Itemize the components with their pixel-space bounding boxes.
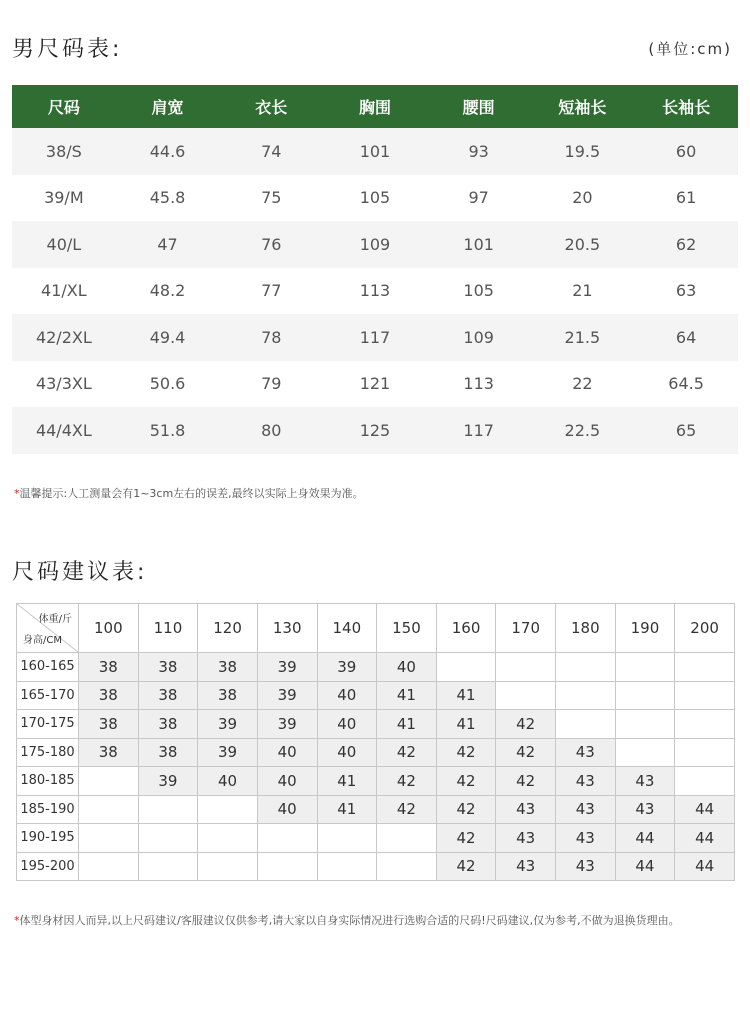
- size-cell: 22.5: [531, 407, 635, 454]
- size-recommend-cell: [79, 767, 139, 796]
- height-range-cell: 170-175: [17, 710, 79, 739]
- size-recommend-cell: [675, 653, 735, 682]
- size-recommend-cell: [257, 852, 317, 881]
- size-cell: 20.5: [531, 221, 635, 268]
- size-cell: 78: [219, 314, 323, 361]
- size-recommend-cell: 43: [556, 795, 616, 824]
- recommend-note-text: 体型身材因人而异,以上尺码建议/客服建议仅供参考,请大家以自身实际情况进行选购合适的尺码!尺码建议,仅为参考,不做为退换货理由。: [19, 914, 680, 927]
- size-recommend-cell: 43: [556, 824, 616, 853]
- size-recommend-cell: [79, 852, 139, 881]
- size-recommend-cell: [615, 681, 675, 710]
- size-recommend-cell: 43: [496, 824, 556, 853]
- size-recommend-cell: [377, 824, 437, 853]
- weight-header-cell: 200: [675, 604, 735, 653]
- size-recommend-cell: 44: [675, 824, 735, 853]
- height-range-cell: 190-195: [17, 824, 79, 853]
- table-row: [12, 407, 738, 454]
- size-chart-title: 男尺码表:: [12, 37, 123, 62]
- size-recommend-cell: 41: [317, 767, 377, 796]
- weight-header-cell: 130: [257, 604, 317, 653]
- size-recommend-cell: 42: [436, 767, 496, 796]
- weight-header-cell: 180: [556, 604, 616, 653]
- size-recommend-cell: 44: [615, 852, 675, 881]
- size-cell: 20: [531, 175, 635, 222]
- size-recommend-cell: 39: [257, 653, 317, 682]
- size-recommend-cell: 44: [675, 795, 735, 824]
- measurement-note: [14, 485, 364, 503]
- size-recommend-cell: [79, 824, 139, 853]
- size-recommend-cell: [556, 710, 616, 739]
- size-recommend-cell: 39: [198, 710, 258, 739]
- recommend-chart-title: 尺码建议表:: [12, 560, 148, 585]
- size-recommend-cell: 38: [138, 710, 198, 739]
- size-recommend-cell: [257, 824, 317, 853]
- size-cell: 40/L: [12, 221, 116, 268]
- size-header-cell: 尺码: [12, 85, 116, 128]
- size-recommend-cell: [496, 681, 556, 710]
- size-cell: 125: [323, 407, 427, 454]
- size-header-cell: 长袖长: [634, 85, 738, 128]
- size-cell: 63: [634, 268, 738, 315]
- size-recommend-cell: 38: [79, 710, 139, 739]
- size-cell: 51.8: [116, 407, 220, 454]
- size-recommend-cell: [198, 795, 258, 824]
- table-row: [12, 175, 738, 222]
- size-recommend-cell: 42: [377, 738, 437, 767]
- size-recommend-cell: 40: [317, 738, 377, 767]
- recommend-note: [14, 912, 734, 930]
- height-range-cell: 160-165: [17, 653, 79, 682]
- size-recommend-cell: 39: [198, 738, 258, 767]
- size-recommend-cell: 40: [257, 795, 317, 824]
- table-row: [12, 361, 738, 408]
- size-cell: 79: [219, 361, 323, 408]
- size-recommend-cell: [675, 710, 735, 739]
- recommend-chart-table: [16, 603, 735, 881]
- size-recommend-cell: [198, 852, 258, 881]
- height-axis-label: 身高/CM: [23, 635, 62, 646]
- size-recommend-cell: 38: [79, 681, 139, 710]
- size-recommend-cell: 38: [198, 653, 258, 682]
- size-cell: 19.5: [531, 128, 635, 175]
- table-row: [12, 268, 738, 315]
- size-cell: 65: [634, 407, 738, 454]
- table-row: [17, 681, 735, 710]
- size-recommend-cell: 40: [317, 681, 377, 710]
- weight-header-cell: 120: [198, 604, 258, 653]
- size-recommend-cell: 39: [257, 710, 317, 739]
- table-row: [17, 795, 735, 824]
- size-cell: 77: [219, 268, 323, 315]
- unit-label: (单位:cm): [648, 40, 732, 58]
- size-recommend-cell: 41: [377, 710, 437, 739]
- size-recommend-cell: [615, 653, 675, 682]
- weight-header-cell: 150: [377, 604, 437, 653]
- size-cell: 121: [323, 361, 427, 408]
- size-recommend-cell: 42: [436, 852, 496, 881]
- weight-header-cell: 110: [138, 604, 198, 653]
- size-cell: 38/S: [12, 128, 116, 175]
- size-recommend-cell: 38: [79, 653, 139, 682]
- size-recommend-cell: [556, 653, 616, 682]
- size-cell: 105: [323, 175, 427, 222]
- size-recommend-cell: 42: [496, 738, 556, 767]
- size-cell: 64: [634, 314, 738, 361]
- size-recommend-cell: [79, 795, 139, 824]
- table-row: [17, 710, 735, 739]
- height-range-cell: 165-170: [17, 681, 79, 710]
- size-chart-table: [12, 85, 738, 454]
- size-recommend-cell: [556, 681, 616, 710]
- size-header-cell: 胸围: [323, 85, 427, 128]
- height-range-cell: 180-185: [17, 767, 79, 796]
- size-recommend-cell: [436, 653, 496, 682]
- note-star: *: [14, 914, 20, 927]
- size-recommend-cell: 40: [257, 767, 317, 796]
- weight-header-cell: 140: [317, 604, 377, 653]
- size-recommend-cell: 43: [496, 795, 556, 824]
- size-cell: 62: [634, 221, 738, 268]
- size-cell: 101: [427, 221, 531, 268]
- weight-header-cell: 160: [436, 604, 496, 653]
- size-cell: 21: [531, 268, 635, 315]
- size-header-cell: 短袖长: [531, 85, 635, 128]
- size-recommend-cell: 38: [198, 681, 258, 710]
- size-recommend-cell: 41: [436, 710, 496, 739]
- size-recommend-cell: 43: [556, 852, 616, 881]
- size-cell: 113: [427, 361, 531, 408]
- table-row: [17, 824, 735, 853]
- size-cell: 41/XL: [12, 268, 116, 315]
- size-cell: 75: [219, 175, 323, 222]
- size-header-cell: 肩宽: [116, 85, 220, 128]
- size-cell: 50.6: [116, 361, 220, 408]
- size-cell: 74: [219, 128, 323, 175]
- size-cell: 101: [323, 128, 427, 175]
- size-recommend-cell: [198, 824, 258, 853]
- size-cell: 49.4: [116, 314, 220, 361]
- size-recommend-cell: 42: [496, 767, 556, 796]
- size-recommend-cell: 42: [436, 795, 496, 824]
- size-recommend-cell: [138, 795, 198, 824]
- weight-header-cell: 190: [615, 604, 675, 653]
- table-corner-cell: [17, 604, 79, 653]
- size-cell: 113: [323, 268, 427, 315]
- size-recommend-cell: 41: [377, 681, 437, 710]
- size-cell: 109: [427, 314, 531, 361]
- size-cell: 80: [219, 407, 323, 454]
- size-cell: 117: [323, 314, 427, 361]
- size-recommend-cell: 40: [257, 738, 317, 767]
- height-range-cell: 185-190: [17, 795, 79, 824]
- table-row: [17, 767, 735, 796]
- size-recommend-cell: 42: [377, 795, 437, 824]
- size-cell: 42/2XL: [12, 314, 116, 361]
- size-recommend-cell: [496, 653, 556, 682]
- size-cell: 39/M: [12, 175, 116, 222]
- size-cell: 45.8: [116, 175, 220, 222]
- size-recommend-cell: 42: [436, 738, 496, 767]
- size-recommend-cell: 41: [436, 681, 496, 710]
- size-recommend-cell: 43: [556, 738, 616, 767]
- size-recommend-cell: 38: [138, 738, 198, 767]
- size-chart-header-row: [12, 85, 738, 128]
- size-cell: 43/3XL: [12, 361, 116, 408]
- table-row: [12, 128, 738, 175]
- recommend-chart-body: [17, 653, 735, 881]
- measurement-note-text: 温馨提示:人工测量会有1~3cm左右的误差,最终以实际上身效果为准。: [19, 487, 364, 500]
- size-recommend-cell: [615, 710, 675, 739]
- weight-header-cell: 100: [79, 604, 139, 653]
- size-cell: 22: [531, 361, 635, 408]
- size-cell: 61: [634, 175, 738, 222]
- size-recommend-cell: [138, 824, 198, 853]
- size-recommend-cell: [317, 824, 377, 853]
- size-recommend-cell: [377, 852, 437, 881]
- table-row: [12, 221, 738, 268]
- size-recommend-cell: 43: [556, 767, 616, 796]
- size-cell: 76: [219, 221, 323, 268]
- table-row: [12, 314, 738, 361]
- size-recommend-cell: 43: [615, 795, 675, 824]
- size-header-cell: 衣长: [219, 85, 323, 128]
- height-range-cell: 175-180: [17, 738, 79, 767]
- size-cell: 48.2: [116, 268, 220, 315]
- size-recommend-cell: 38: [138, 681, 198, 710]
- size-recommend-cell: 39: [317, 653, 377, 682]
- size-cell: 64.5: [634, 361, 738, 408]
- size-recommend-cell: [675, 738, 735, 767]
- size-recommend-cell: 40: [317, 710, 377, 739]
- size-cell: 93: [427, 128, 531, 175]
- size-recommend-cell: 42: [436, 824, 496, 853]
- size-recommend-cell: [317, 852, 377, 881]
- size-recommend-cell: [615, 738, 675, 767]
- size-recommend-cell: [138, 852, 198, 881]
- size-recommend-cell: 44: [615, 824, 675, 853]
- weight-header-cell: 170: [496, 604, 556, 653]
- table-row: [17, 738, 735, 767]
- table-row: [17, 653, 735, 682]
- size-recommend-cell: 38: [138, 653, 198, 682]
- size-cell: 21.5: [531, 314, 635, 361]
- size-recommend-cell: 44: [675, 852, 735, 881]
- size-recommend-cell: 38: [79, 738, 139, 767]
- size-cell: 117: [427, 407, 531, 454]
- weight-header-row: [17, 604, 735, 653]
- size-cell: 47: [116, 221, 220, 268]
- size-recommend-cell: 40: [198, 767, 258, 796]
- size-recommend-cell: [675, 681, 735, 710]
- size-recommend-cell: 42: [496, 710, 556, 739]
- size-header-cell: 腰围: [427, 85, 531, 128]
- height-range-cell: 195-200: [17, 852, 79, 881]
- size-cell: 44/4XL: [12, 407, 116, 454]
- weight-axis-label: 体重/斤: [38, 614, 72, 625]
- size-chart-body: [12, 128, 738, 454]
- size-recommend-cell: 40: [377, 653, 437, 682]
- size-cell: 109: [323, 221, 427, 268]
- size-recommend-cell: 43: [615, 767, 675, 796]
- size-recommend-cell: 39: [257, 681, 317, 710]
- table-row: [17, 852, 735, 881]
- size-cell: 105: [427, 268, 531, 315]
- note-star: *: [14, 487, 20, 500]
- size-recommend-cell: 43: [496, 852, 556, 881]
- size-cell: 44.6: [116, 128, 220, 175]
- size-recommend-cell: 41: [317, 795, 377, 824]
- size-recommend-cell: 42: [377, 767, 437, 796]
- size-cell: 60: [634, 128, 738, 175]
- size-recommend-cell: 39: [138, 767, 198, 796]
- size-cell: 97: [427, 175, 531, 222]
- size-recommend-cell: [675, 767, 735, 796]
